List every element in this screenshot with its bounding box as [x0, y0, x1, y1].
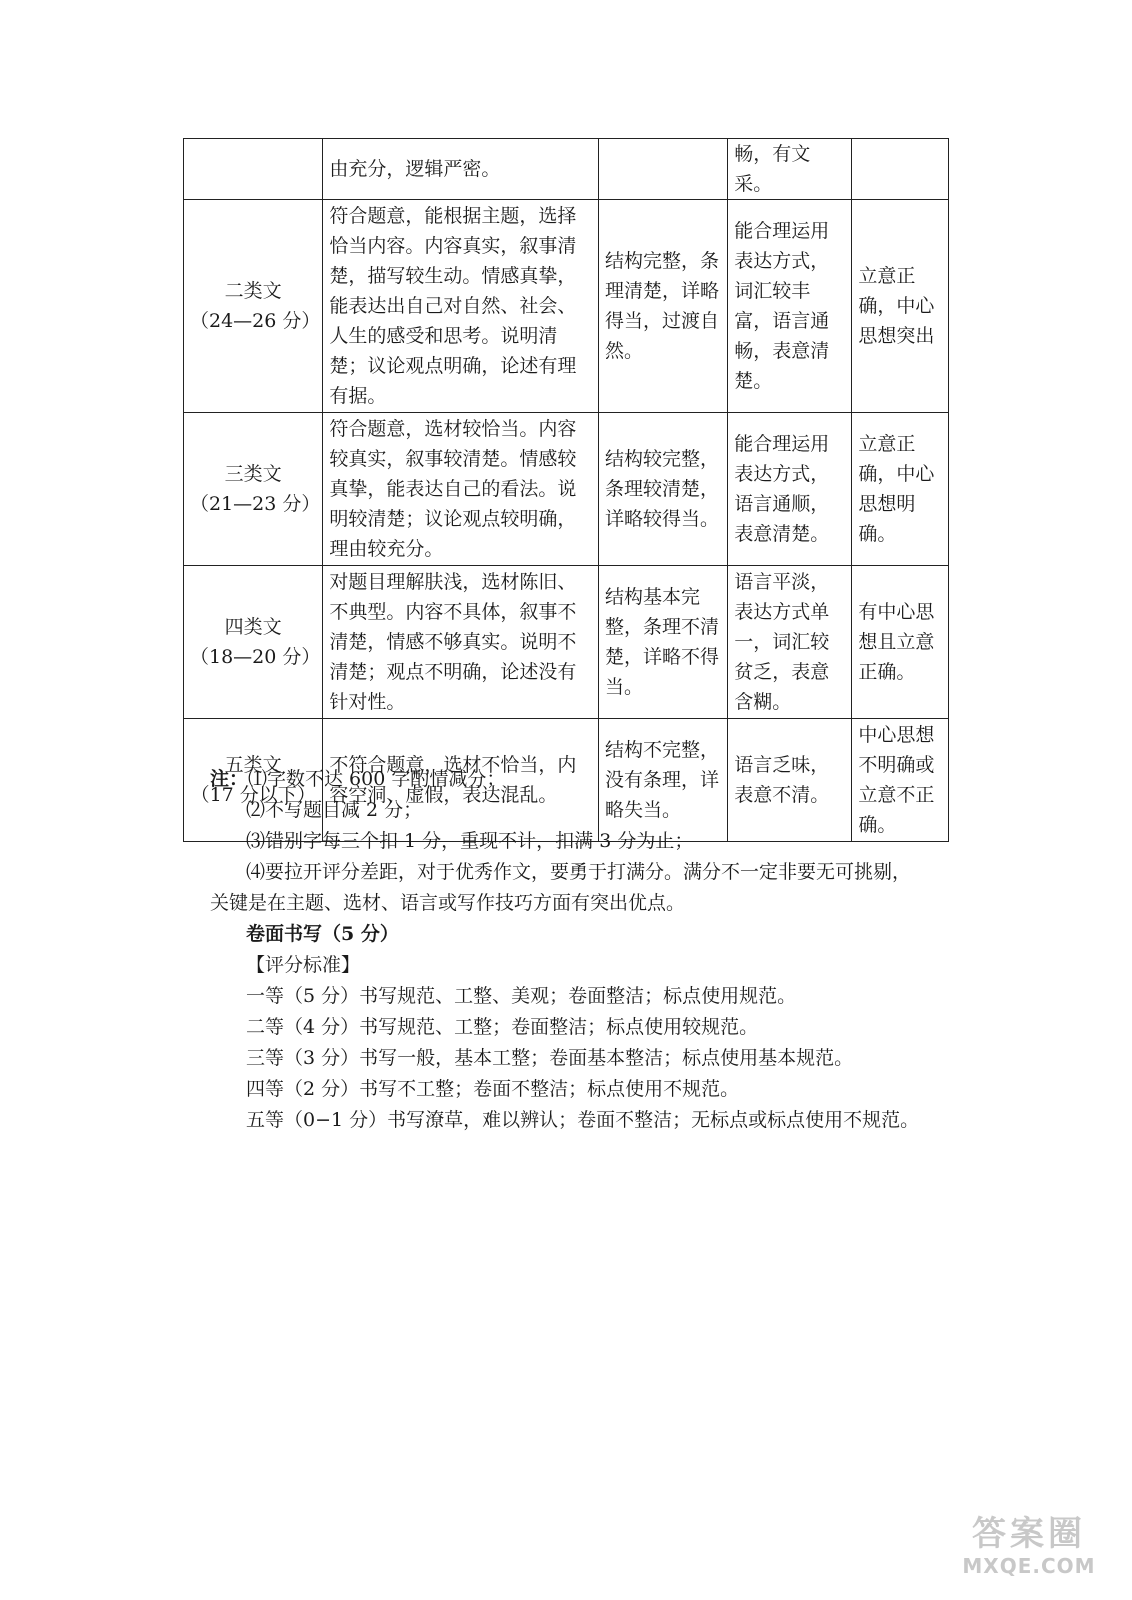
content-cell: 由充分，逻辑严密。: [323, 139, 599, 200]
note-item-continuation: 关键是在主题、选材、语言或写作技巧方面有突出优点。: [210, 892, 686, 914]
theme-cell: 有中心思想且立意正确。: [852, 566, 949, 719]
table-row-continuation: [184, 139, 949, 200]
grade-cell: [184, 139, 323, 200]
notes-section: [210, 764, 950, 1136]
criteria-label: 【评分标准】: [246, 954, 361, 976]
theme-cell: 立意正确，中心思想明确。: [852, 413, 949, 566]
structure-cell: 结构基本完整，条理不清楚，详略不得当。: [599, 566, 728, 719]
theme-cell: 中心思想不明确或立意不正确。: [852, 719, 949, 842]
grade-cell: [184, 200, 323, 413]
language-cell: 畅，有文采。: [728, 139, 852, 200]
grade-cell: [184, 413, 323, 566]
rubric-table: [183, 138, 949, 842]
notes-label: 注：: [210, 768, 249, 790]
grade-range: （17 分以下）: [190, 784, 316, 806]
theme-cell: 立意正确，中心思想突出: [852, 200, 949, 413]
grade-name: 四类文: [224, 616, 282, 638]
handwriting-level: 二等（4 分）书写规范、工整；卷面整洁；标点使用较规范。: [246, 1016, 759, 1038]
grade-range: （21—23 分）: [190, 493, 321, 515]
structure-cell: 结构完整，条理清楚，详略得当，过渡自然。: [599, 200, 728, 413]
content-cell: 不符合题意，选材不恰当，内容空洞、虚假，表达混乱。: [323, 719, 599, 842]
note-item: ⑵不写题目减 2 分；: [246, 799, 423, 821]
handwriting-title: 卷面书写（5 分）: [246, 923, 399, 945]
table-row: [184, 566, 949, 719]
language-cell: 语言乏味，表意不清。: [728, 719, 852, 842]
watermark-logo: [954, 1514, 1104, 1586]
note-item: ⑷要拉开评分差距，对于优秀作文，要勇于打满分。满分不一定非要无可挑剔，: [246, 861, 912, 883]
structure-cell: [599, 139, 728, 200]
watermark-bottom: MXQE.COM: [962, 1554, 1096, 1578]
handwriting-level: 三等（3 分）书写一般，基本工整；卷面基本整洁；标点使用基本规范。: [246, 1047, 854, 1069]
content-cell: 符合题意，能根据主题，选择恰当内容。内容真实，叙事清楚，描写较生动。情感真挚，能表达出自己对自然、社会、人生的感受和思考。说明清楚；议论观点明确，论述有理有据。: [323, 200, 599, 413]
theme-cell: [852, 139, 949, 200]
note-item: ⑶错别字每三个扣 1 分，重现不计，扣满 3 分为止；: [246, 830, 694, 852]
table-row: [184, 200, 949, 413]
grade-name: 五类文: [224, 754, 282, 776]
grade-cell: [184, 566, 323, 719]
table-row: [184, 413, 949, 566]
handwriting-level: 五等（0−1 分）书写潦草，难以辨认；卷面不整洁；无标点或标点使用不规范。: [246, 1109, 920, 1131]
grade-name: 三类文: [224, 463, 282, 485]
language-cell: 语言平淡，表达方式单一，词汇较贫乏，表意含糊。: [728, 566, 852, 719]
language-cell: 能合理运用表达方式，语言通顺，表意清楚。: [728, 413, 852, 566]
structure-cell: 结构较完整，条理较清楚，详略较得当。: [599, 413, 728, 566]
handwriting-level: 一等（5 分）书写规范、工整、美观；卷面整洁；标点使用规范。: [246, 985, 797, 1007]
handwriting-level: 四等（2 分）书写不工整；卷面不整洁；标点使用不规范。: [246, 1078, 740, 1100]
watermark-top: 答案圈: [972, 1514, 1086, 1554]
grade-name: 二类文: [224, 280, 282, 302]
structure-cell: 结构不完整，没有条理，详略失当。: [599, 719, 728, 842]
grade-range: （18—20 分）: [190, 646, 321, 668]
grade-range: （24—26 分）: [190, 310, 321, 332]
content-cell: 对题目理解肤浅，选材陈旧、不典型。内容不具体，叙事不清楚，情感不够真实。说明不清楚；观点不明确，论述没有针对性。: [323, 566, 599, 719]
language-cell: 能合理运用表达方式，词汇较丰富，语言通畅，表意清楚。: [728, 200, 852, 413]
note-item: 注：⑴字数不达 600 字酌情减分；: [210, 768, 506, 790]
content-cell: 符合题意，选材较恰当。内容较真实，叙事较清楚。情感较真挚，能表达自己的看法。说明较清楚；议论观点较明确，理由较充分。: [323, 413, 599, 566]
